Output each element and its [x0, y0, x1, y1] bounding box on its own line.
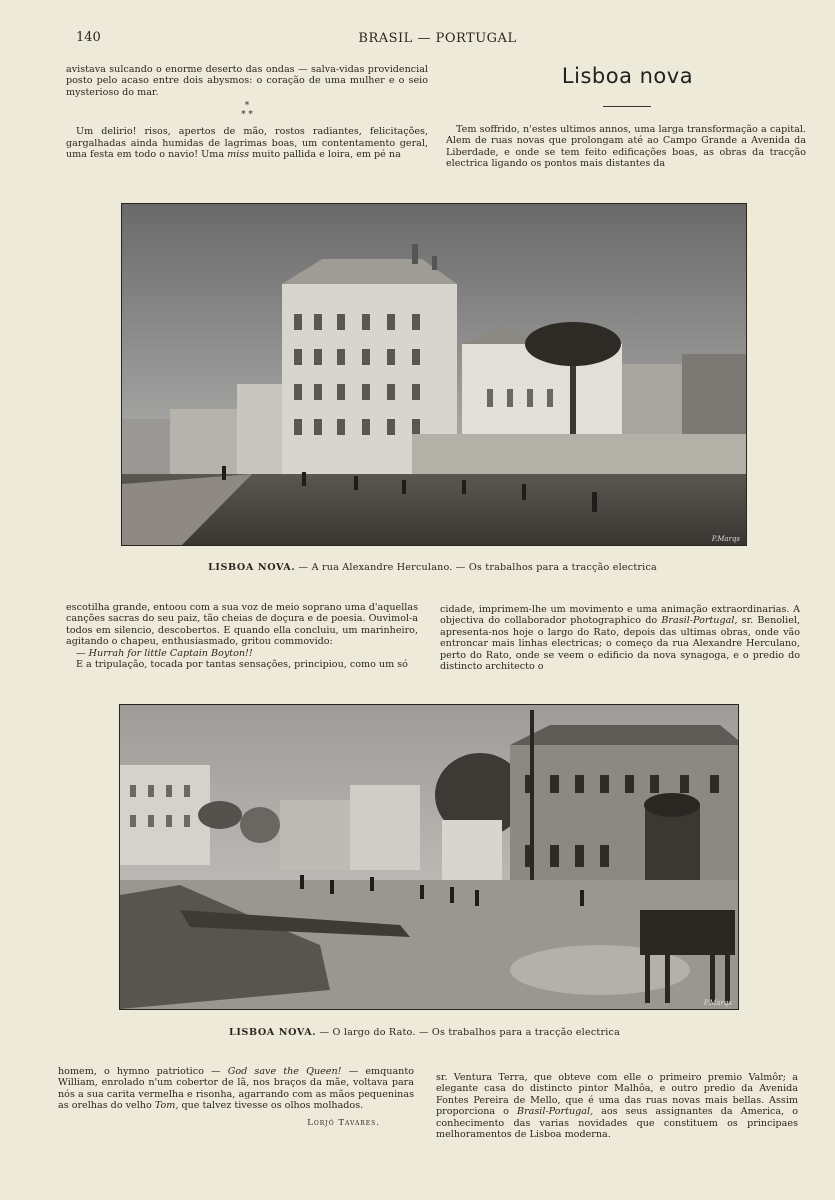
top-right-column — [446, 124, 806, 170]
building — [237, 384, 282, 474]
caption-text: — A rua Alexandre Herculano. — Os trabalhos para a tracção electrica — [295, 562, 657, 573]
text-run: Um delirio! risos, apertos de mão, rostos radiantes, felicitações, gargalhadas ainda humidas de lagrimas boas, um contentamento geral, uma festa em todo o navio! Uma — [66, 126, 428, 161]
photo-rua-alexandre-herculano — [121, 203, 747, 546]
text-run: sr. Benoliel, apresenta-nos hoje o largo do Rato, depois das ultimas obras, onde vão entroncar mais linhas electricas; o começo da rua Alexandre Herculano, perto do Rato, onde se veem o edificio da nova synagoga, e o predio do distincto architecto o — [440, 615, 800, 673]
section-stars — [66, 102, 428, 120]
caption-lead: LISBOA NOVA. — [228, 1027, 317, 1038]
journal-title: BRASIL — PORTUGAL — [358, 31, 517, 46]
article-title: Lisboa nova — [561, 64, 694, 88]
trees — [682, 354, 746, 434]
tree — [240, 807, 280, 843]
building — [170, 409, 240, 474]
title-divider — [603, 106, 651, 107]
photo-credit: P.Marqs — [703, 999, 732, 1007]
text-run: que talvez tivesse os olhos molhados. — [178, 1100, 364, 1112]
paragraph — [58, 1066, 414, 1112]
wall — [412, 434, 746, 479]
photo-largo-do-rato — [119, 704, 739, 1010]
top-left-column — [66, 64, 428, 160]
bottom-left-column — [58, 1066, 414, 1129]
middle-left-column — [66, 602, 418, 670]
bottom-right-column — [436, 1072, 798, 1140]
photo-credit: P.Marqs — [711, 535, 740, 543]
text-run: homem, o hymno patriotico — — [58, 1066, 228, 1077]
italic-run: miss — [227, 149, 250, 161]
photo-illustration — [122, 204, 746, 545]
caption-lead: LISBOA NOVA. — [208, 562, 296, 573]
photo-illustration — [120, 705, 738, 1009]
star-bottom: * * — [241, 110, 253, 121]
chimney — [432, 256, 437, 270]
text-run: sr. Ventura Terra, que obteve com elle o primeiro premio Valmôr; a elegante casa do distincto pintor Malhôa, e outro predio da Avenida Fontes Pereira de Mello, que é uma das ruas novas mais bellas. Assim proporciona o — [436, 1072, 798, 1118]
palm-crown — [525, 322, 621, 366]
paragraph — [66, 648, 418, 659]
paragraph — [436, 1072, 798, 1140]
paragraph — [440, 604, 800, 672]
paragraph — [66, 126, 428, 160]
roof — [510, 725, 738, 745]
middle-right-column — [440, 604, 800, 672]
photo2-caption — [0, 1027, 835, 1038]
building — [122, 419, 172, 474]
paragraph: E a tripulação, tocada por tantas sensações, principiou, como um só — [76, 659, 408, 671]
paragraph: Tem soffrido, n'estes ultimos annos, uma larga transformação a capital. Alem de ruas novas que prolongam até ao Campo Grande a Avenida da Liberdade, e onde se tem feito edificações boas, as obras da tracção electrica ligando os pontos mais distantes da — [446, 124, 806, 170]
italic-run: Brasil-Portugal, — [517, 1106, 594, 1118]
tree — [198, 801, 242, 829]
paragraph: avistava sulcando o enorme deserto das ondas — salva-vidas providencial posto pelo acaso entre dois abysmos: o coração de uma mulher e o seio mysterioso do mar. — [66, 64, 428, 98]
text-run: cidade, imprimem-lhe um movimento e uma animação extraordinarias. A objectiva do collaborador photographico do — [440, 604, 800, 627]
horse — [640, 910, 735, 955]
italic-run: Tom, — [154, 1100, 179, 1112]
text-run: aos seus assignantes da America, o conhecimento das varias novidades que constituem os principaes melhoramentos de Lisboa moderna. — [436, 1106, 799, 1141]
text-run: — emquanto William, enrolado n'um cobertor de lã, nos braços da mãe, voltava para nós a sua carita vermelha e risonha, agarrando com as mãos pequeninas as orelhas do velho — [58, 1066, 414, 1112]
italic-run: Brasil-Portugal, — [661, 615, 738, 627]
chapel — [442, 820, 502, 880]
photo1-caption — [0, 562, 835, 573]
building — [350, 785, 420, 870]
caption-text: — O largo do Rato. — Os trabalhos para a tracção electrica — [316, 1027, 620, 1038]
italic-run: God save the Queen! — [227, 1066, 342, 1077]
chimney — [412, 244, 418, 264]
star-top: * — [244, 101, 250, 112]
page-number: 140 — [76, 30, 101, 45]
author-signature: Lorjó Tavares. — [307, 1117, 380, 1128]
kiosk-dome — [644, 793, 700, 817]
text-run: muito pallida e loira, em pé na — [249, 149, 401, 161]
paragraph: escotilha grande, entoou com a sua voz de meio soprano uma d'aquellas canções sacras do seu paiz, tão cheias de doçura e de poesia. Ouvimol-a todos em silencio, descobertos. E quando ella concluiu, um marinheiro, agitando o chapeu, enthusiasmado, gritou commovido: — [66, 602, 418, 648]
italic-run: — Hurrah for little Captain Boyton!! — [76, 647, 253, 659]
